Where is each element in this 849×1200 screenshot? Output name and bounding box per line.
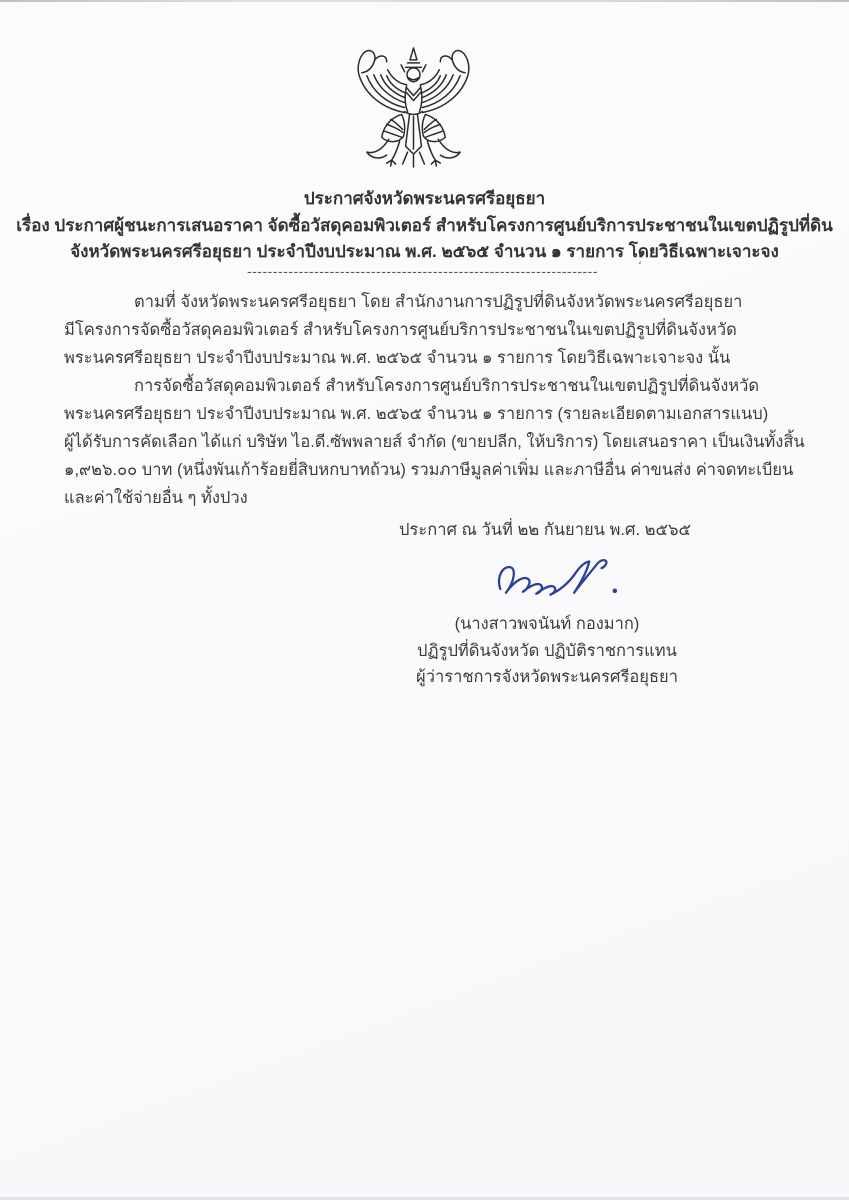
paragraph-line: ผู้ได้รับการคัดเลือก ได้แก่ บริษัท ไอ.ดี.ซัพพลายส์ จำกัด (ขายปลีก, ให้บริการ) โดยเสนอราคา เป็นเงินทั้งสิ้น: [64, 433, 805, 451]
paragraph-1: [0, 288, 849, 372]
paragraph-2: [0, 372, 849, 512]
paragraph-line: ตามที่ จังหวัดพระนครศรีอยุธยา โดย สำนักงานการปฏิรูปที่ดินจังหวัดพระนครศรีอยุธยา: [134, 293, 743, 311]
dashed-divider: --------------------------------------------------------------------: [246, 263, 599, 279]
paragraph-line: พระนครศรีอยุธยา ประจำปีงบประมาณ พ.ศ. ๒๕๖๕ จำนวน ๑ รายการ โดยวิธีเฉพาะเจาะจง นั้น: [64, 349, 731, 367]
signer-position-line2: ผู้ว่าราชการจังหวัดพระนครศรีอยุธยา: [416, 668, 678, 686]
signer-name: (นางสาวพจนันท์ กองมาก): [454, 615, 640, 633]
announcement-date-line: ประกาศ ณ วันที่ ๒๒ กันยายน พ.ศ. ๒๕๖๕: [399, 521, 691, 539]
paragraph-line: การจัดซื้อวัสดุคอมพิวเตอร์ สำหรับโครงการศูนย์บริการประชาชนในเขตปฏิรูปที่ดินจังหวัด: [134, 377, 760, 395]
document-subject-line1: เรื่อง ประกาศผู้ชนะการเสนอราคา จัดซื้อวัสดุคอมพิวเตอร์ สำหรับโครงการศูนย์บริการประชาชนในเขตปฏิรูปที่ดิน: [16, 215, 833, 235]
scan-artifact-pen-tick: ‘: [636, 257, 643, 274]
signer-position-line1: ปฏิรูปที่ดินจังหวัด ปฏิบัติราชการแทน: [417, 641, 677, 660]
handwritten-signature-icon: [487, 551, 629, 607]
paragraph-line: ๑,๙๒๖.๐๐ บาท (หนึ่งพันเก้าร้อยยี่สิบหกบาทถ้วน) รวมภาษีมูลค่าเพิ่ม และภาษีอื่น ค่าขนส่ง ค่าจดทะเบียน: [64, 461, 794, 479]
paragraph-line: พระนครศรีอยุธยา ประจำปีงบประมาณ พ.ศ. ๒๕๖๕ จำนวน ๑ รายการ (รายละเอียดตามเอกสารแนบ): [64, 405, 769, 423]
paragraph-line: มีโครงการจัดซื้อวัสดุคอมพิวเตอร์ สำหรับโครงการศูนย์บริการประชาชนในเขตปฏิรูปที่ดินจังหวัด: [64, 321, 737, 339]
document-subject-line2: จังหวัดพระนครศรีอยุธยา ประจำปีงบประมาณ พ.ศ. ๒๕๖๕ จำนวน ๑ รายการ โดยวิธีเฉพาะเจาะจง: [70, 242, 779, 261]
document-header: [0, 186, 849, 266]
signer-block: [327, 611, 767, 691]
paragraph-line: และค่าใช้จ่ายอื่น ๆ ทั้งปวง: [64, 489, 248, 507]
document-title: ประกาศจังหวัดพระนครศรีอยุธยา: [303, 189, 546, 208]
scan-artifact-top-edge: [0, 0, 849, 2]
garuda-emblem-icon: [347, 45, 480, 172]
